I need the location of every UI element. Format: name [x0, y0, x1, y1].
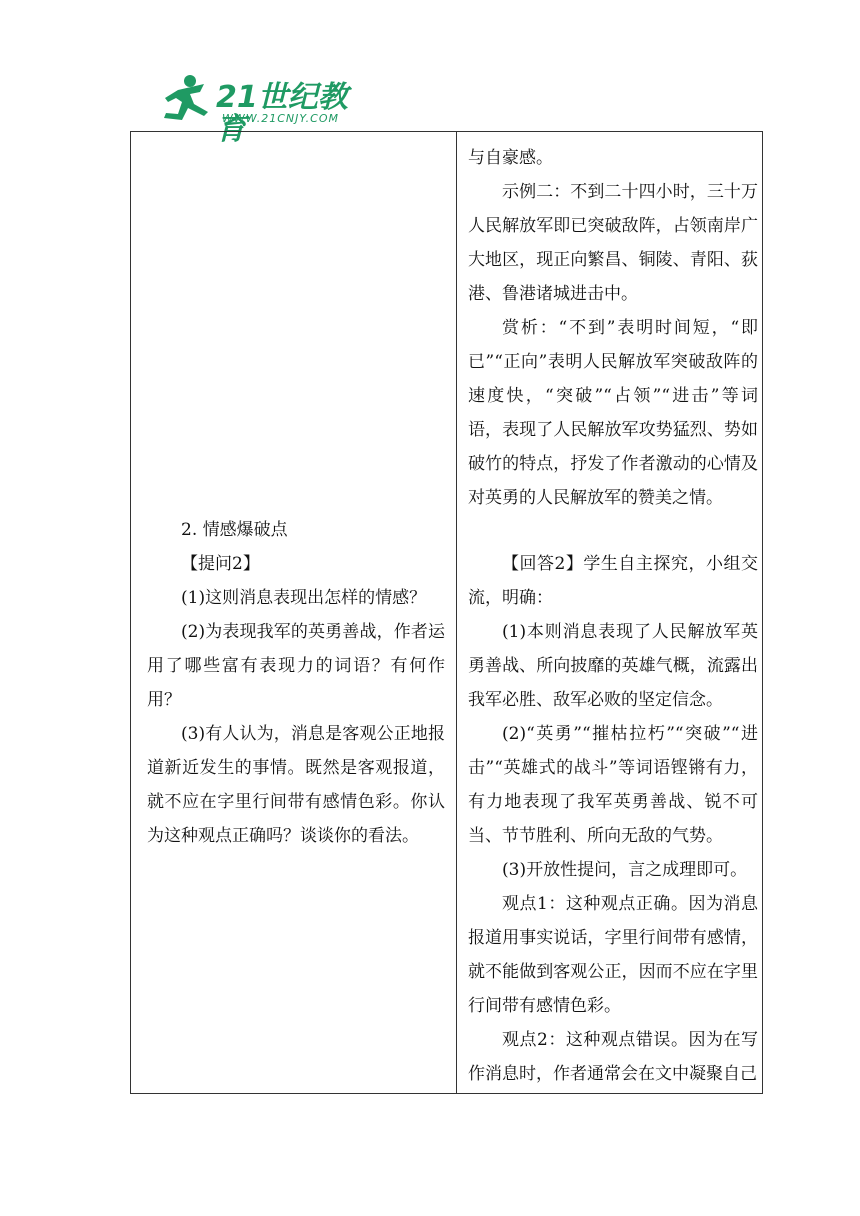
answer-3-paragraph: (3)开放性提问，言之成理即可。: [502, 860, 748, 880]
logo: [160, 72, 370, 147]
analysis-paragraph: 赏析：“不到”表明时间短，“即已”“正向”表明人民解放军突破敌阵的速度快，“突破”“占领”“进击”等词语，表现了人民解放军攻势猛烈、势如破竹的特点，抒发了作者激动的心情及对英勇的人民解放军的赞美之情。: [468, 318, 758, 508]
question-3: (3)有人认为，消息是客观公正地报道新近发生的事情。既然是客观报道，就不应在字里行间带有感情色彩。你认为这种观点正确吗？谈谈你的看法。: [147, 724, 445, 846]
question-2: (2)为表现我军的英勇善战，作者运用了哪些富有表现力的词语？有何作用？: [147, 622, 445, 710]
answer-paragraph: 与自豪感。: [468, 148, 553, 168]
logo-url-text: WWW.21CNJY.COM: [222, 112, 340, 125]
question-1: (1)这则消息表现出怎样的情感？: [181, 588, 427, 608]
viewpoint-2-paragraph: 观点2：这种观点错误。因为在写作消息时，作者通常会在文中凝聚自己: [468, 1030, 758, 1084]
answer-1-paragraph: (1)本则消息表现了人民解放军英勇善战、所向披靡的英雄气概，流露出我军必胜、敌军必败的坚定信念。: [468, 622, 758, 710]
lesson-table: [130, 131, 763, 1094]
column-divider: [456, 132, 457, 1093]
viewpoint-1-paragraph: 观点1：这种观点正确。因为消息报道用事实说话，字里行间带有感情，就不能做到客观公正，因而不应在字里行间带有感情色彩。: [468, 894, 758, 1016]
question-label: 【提问2】: [181, 554, 260, 574]
runner-icon: [160, 72, 220, 128]
answer-label-paragraph: 【回答2】学生自主探究，小组交流，明确：: [468, 554, 758, 608]
answer-2-paragraph: (2)“英勇”“摧枯拉朽”“突破”“进击”“英雄式的战斗”等词语铿锵有力，有力地表现了我军英勇善战、锐不可当、节节胜利、所向无敌的气势。: [468, 724, 758, 846]
example-paragraph: 示例二：不到二十四小时，三十万人民解放军即已突破敌阵，占领南岸广大地区，现正向繁昌、铜陵、青阳、荻港、鲁港诸城进击中。: [468, 182, 758, 304]
section-heading: 2. 情感爆破点: [181, 520, 288, 540]
logo-brand-text: 21世纪教育: [216, 80, 348, 147]
